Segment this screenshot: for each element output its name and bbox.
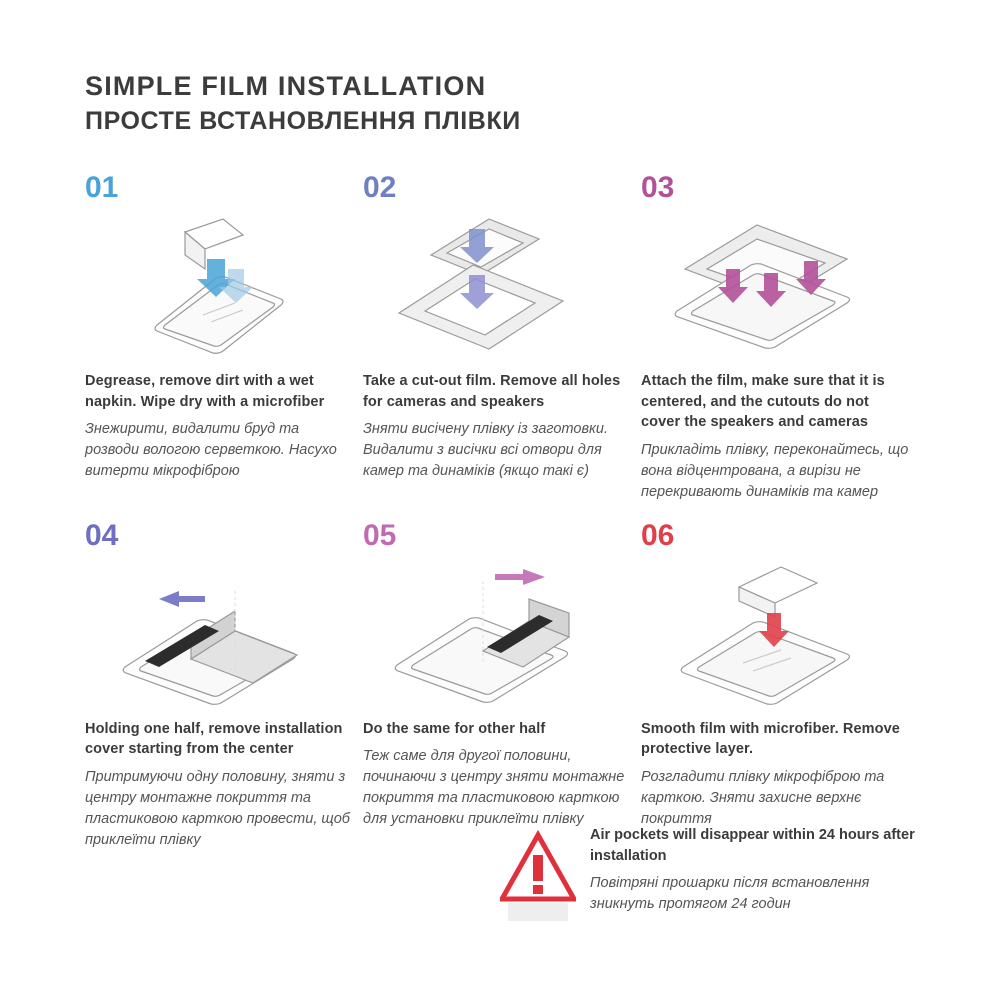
step-text-en-02: Take a cut-out film. Remove all holes for cameras and speakers — [363, 373, 621, 410]
step-number-06: 06 — [641, 518, 675, 552]
step-illustration-03 — [641, 207, 911, 357]
step-number-04: 04 — [85, 518, 119, 552]
step-03 — [641, 173, 911, 503]
step-text-uk-03: Прикладіть плівку, переконайтесь, що вона відцентрована, а вирізи не перекривають динаміків та камер — [641, 441, 909, 500]
step-illustration-05 — [363, 555, 633, 705]
step-05 — [363, 518, 633, 851]
steps-grid — [85, 173, 915, 851]
step-text-uk-02: Зняти висічену плівку із заготовки. Видалити з висічки всі отвори для камер та динаміків (якщо такі є) — [363, 421, 608, 480]
footer-text-block — [576, 825, 920, 915]
warning-triangle-icon — [500, 825, 576, 930]
step-number-03: 03 — [641, 171, 675, 204]
step-text-uk-04: Притримуючи одну половину, зняти з центру монтажне покриття та пластиковою карткою провести, щоб приклеїти плівку — [85, 768, 350, 848]
step-illustration-02 — [363, 207, 633, 357]
footer-text-en: Air pockets will disappear within 24 hours after installation — [590, 827, 915, 864]
step-number-01: 01 — [85, 171, 119, 204]
footer-text-uk: Повітряні прошарки після встановлення зникнуть протягом 24 годин — [590, 875, 870, 913]
step-illustration-04 — [85, 555, 355, 705]
step-text-en-04: Holding one half, remove installation cover starting from the center — [85, 720, 343, 758]
page-title-uk: ПРОСТЕ ВСТАНОВЛЕННЯ ПЛІВКИ — [85, 106, 521, 135]
step-text-en-01: Degrease, remove dirt with a wet napkin. Wipe dry with a microfiber — [85, 373, 325, 410]
step-number-05: 05 — [363, 518, 397, 552]
step-illustration-06 — [641, 555, 911, 705]
step-06 — [641, 518, 911, 851]
step-illustration-01 — [85, 207, 355, 357]
footer-warning — [500, 825, 920, 930]
step-01 — [85, 173, 355, 503]
page-title-en: SIMPLE FILM INSTALLATION — [85, 71, 487, 101]
step-text-en-06: Smooth film with microfiber. Remove protective layer. — [641, 720, 900, 758]
step-text-uk-05: Теж саме для другої половини, починаючи з центру зняти монтажне покриття та пластиковою карткою для установки приклеїти плівку — [363, 748, 625, 828]
header — [85, 70, 915, 137]
step-text-uk-01: Знежирити, видалити бруд та розводи вологою серветкою. Насухо витерти мікрофіброю — [85, 421, 337, 480]
step-02 — [363, 173, 633, 503]
step-text-en-05: Do the same for other half — [363, 720, 546, 737]
step-text-uk-06: Розгладити плівку мікрофіброю та карткою. Зняти захисне верхнє покриття — [641, 768, 885, 827]
step-number-02: 02 — [363, 171, 397, 204]
step-text-en-03: Attach the film, make sure that it is centered, and the cutouts do not cover the speakers and cameras — [641, 373, 885, 431]
step-04 — [85, 518, 355, 851]
